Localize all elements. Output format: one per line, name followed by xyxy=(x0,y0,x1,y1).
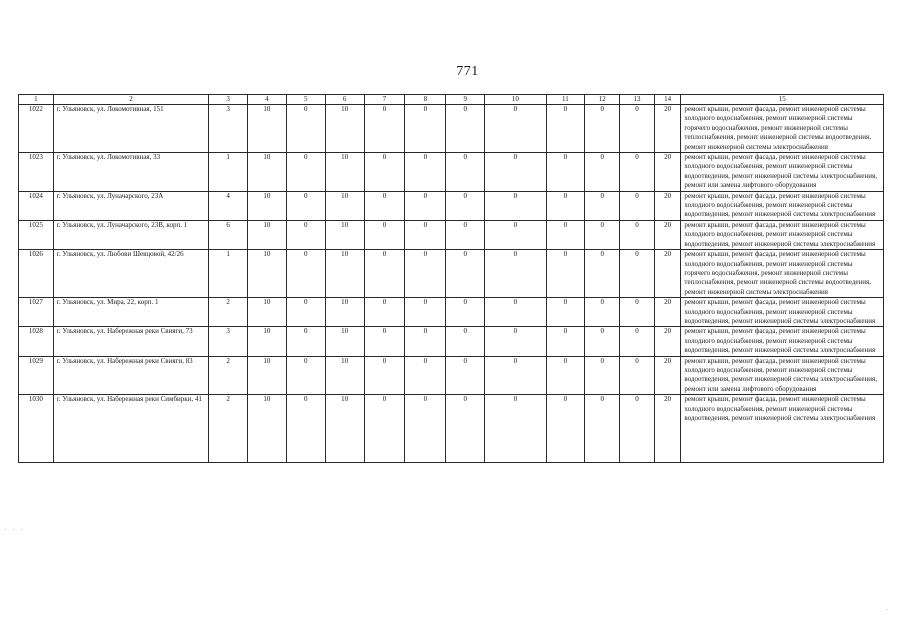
table-cell: 2 xyxy=(209,298,248,327)
table-cell: 0 xyxy=(620,191,655,220)
address-cell: г. Ульяновск, ул. Набережная реки Свияги, 83 xyxy=(53,356,208,395)
table-cell: 10 xyxy=(325,298,364,327)
table-cell: 0 xyxy=(405,220,446,249)
column-header: 14 xyxy=(654,95,681,105)
table-row xyxy=(19,356,884,395)
table-cell: 0 xyxy=(364,395,405,463)
address-cell: г. Ульяновск, ул. Локомотивная, 33 xyxy=(53,153,208,192)
table-cell: 1 xyxy=(209,250,248,298)
scan-artifact: · xyxy=(886,606,891,614)
address-cell: г. Ульяновск, ул. Луначарского, 23В, корп. 1 xyxy=(53,220,208,249)
table-cell: 0 xyxy=(286,250,325,298)
table-cell: 20 xyxy=(654,356,681,395)
table-cell: 0 xyxy=(485,153,546,192)
table-cell: 0 xyxy=(405,191,446,220)
table-cell: 0 xyxy=(286,298,325,327)
table-cell: 0 xyxy=(364,356,405,395)
table-cell: 0 xyxy=(485,191,546,220)
table-cell: 20 xyxy=(654,220,681,249)
page-number: 771 xyxy=(456,64,479,79)
repair-works-cell: ремонт крыши, ремонт фасада, ремонт инженерной системы холодного водоснабжения, ремонт инженерной системы водоотведения, ремонт инженерной системы электроснабжения xyxy=(681,220,884,249)
table-row xyxy=(19,220,884,249)
table-cell: 3 xyxy=(209,327,248,356)
table-cell: 0 xyxy=(620,298,655,327)
table-cell: 0 xyxy=(585,153,620,192)
table-cell: 0 xyxy=(620,250,655,298)
column-header: 5 xyxy=(286,95,325,105)
table-row xyxy=(19,395,884,463)
table-cell: 10 xyxy=(325,250,364,298)
table-cell: 0 xyxy=(286,395,325,463)
table-cell: 0 xyxy=(585,105,620,153)
table-cell: 10 xyxy=(248,191,287,220)
table-row xyxy=(19,191,884,220)
column-header: 13 xyxy=(620,95,655,105)
table-cell: 0 xyxy=(546,191,585,220)
column-header: 10 xyxy=(485,95,546,105)
table-cell: 0 xyxy=(585,298,620,327)
column-header: 6 xyxy=(325,95,364,105)
table-cell: 0 xyxy=(364,327,405,356)
repair-works-cell: ремонт крыши, ремонт фасада, ремонт инженерной системы холодного водоснабжения, ремонт инженерной системы водоотведения, ремонт инженерной системы электроснабжения xyxy=(681,395,884,463)
table-cell: 0 xyxy=(364,220,405,249)
scan-artifact: · · · xyxy=(4,526,25,534)
table-cell: 0 xyxy=(546,220,585,249)
row-number-cell: 1027 xyxy=(19,298,54,327)
column-header: 2 xyxy=(53,95,208,105)
table-cell: 10 xyxy=(325,191,364,220)
table-cell: 0 xyxy=(446,395,485,463)
table-cell: 0 xyxy=(405,298,446,327)
table-cell: 0 xyxy=(546,395,585,463)
table-cell: 2 xyxy=(209,395,248,463)
column-header: 9 xyxy=(446,95,485,105)
table-cell: 2 xyxy=(209,356,248,395)
table-cell: 0 xyxy=(546,250,585,298)
table-cell: 20 xyxy=(654,191,681,220)
column-header: 3 xyxy=(209,95,248,105)
address-cell: г. Ульяновск, ул. Набережная реки Симбирки, 41 xyxy=(53,395,208,463)
row-number-cell: 1030 xyxy=(19,395,54,463)
table-cell: 6 xyxy=(209,220,248,249)
repair-works-cell: ремонт крыши, ремонт фасада, ремонт инженерной системы холодного водоснабжения, ремонт инженерной системы водоотведения, ремонт инженерной системы электроснабжения, ремонт или замена лифтового оборудования xyxy=(681,153,884,192)
repair-works-cell: ремонт крыши, ремонт фасада, ремонт инженерной системы холодного водоснабжения, ремонт инженерной системы водоотведения, ремонт инженерной системы электроснабжения, ремонт или замена лифтового оборудования xyxy=(681,356,884,395)
table-cell: 0 xyxy=(446,105,485,153)
table-cell: 0 xyxy=(620,105,655,153)
table-cell: 0 xyxy=(446,327,485,356)
table-cell: 0 xyxy=(364,191,405,220)
repair-works-cell: ремонт крыши, ремонт фасада, ремонт инженерной системы холодного водоснабжения, ремонт инженерной системы водоотведения, ремонт инженерной системы электроснабжения xyxy=(681,191,884,220)
table-cell: 0 xyxy=(585,191,620,220)
table-cell: 10 xyxy=(248,298,287,327)
table-cell: 0 xyxy=(286,356,325,395)
table-cell: 0 xyxy=(620,327,655,356)
table-cell: 0 xyxy=(286,105,325,153)
table-cell: 0 xyxy=(485,105,546,153)
column-header: 12 xyxy=(585,95,620,105)
table-cell: 0 xyxy=(364,250,405,298)
table-cell: 0 xyxy=(620,395,655,463)
table-cell: 10 xyxy=(248,153,287,192)
row-number-cell: 1022 xyxy=(19,105,54,153)
table-cell: 0 xyxy=(446,220,485,249)
address-cell: г. Ульяновск, ул. Мира, 22, корп. 1 xyxy=(53,298,208,327)
table-cell: 20 xyxy=(654,395,681,463)
header-row xyxy=(19,95,884,105)
column-header: 15 xyxy=(681,95,884,105)
table-cell: 10 xyxy=(325,105,364,153)
table-cell: 10 xyxy=(325,356,364,395)
table-cell: 10 xyxy=(248,105,287,153)
table-cell: 10 xyxy=(248,327,287,356)
row-number-cell: 1028 xyxy=(19,327,54,356)
table-cell: 10 xyxy=(325,153,364,192)
row-number-cell: 1029 xyxy=(19,356,54,395)
table-cell: 10 xyxy=(248,395,287,463)
table-cell: 0 xyxy=(364,105,405,153)
repair-works-cell: ремонт крыши, ремонт фасада, ремонт инженерной системы холодного водоснабжения, ремонт инженерной системы водоотведения, ремонт инженерной системы электроснабжения xyxy=(681,298,884,327)
table-cell: 0 xyxy=(585,395,620,463)
repair-works-cell: ремонт крыши, ремонт фасада, ремонт инженерной системы холодного водоснабжения, ремонт инженерной системы водоотведения, ремонт инженерной системы электроснабжения xyxy=(681,327,884,356)
table-cell: 0 xyxy=(620,153,655,192)
table-row xyxy=(19,153,884,192)
table-cell: 0 xyxy=(286,327,325,356)
table-cell: 10 xyxy=(325,327,364,356)
address-cell: г. Ульяновск, ул. Набережная реки Свияги, 73 xyxy=(53,327,208,356)
table-row xyxy=(19,327,884,356)
table-cell: 4 xyxy=(209,191,248,220)
column-header: 7 xyxy=(364,95,405,105)
table-cell: 0 xyxy=(286,220,325,249)
repair-works-cell: ремонт крыши, ремонт фасада, ремонт инженерной системы холодного водоснабжения, ремонт инженерной системы горячего водоснабжения, ремонт инженерной системы теплоснабжения, ремонт инженерной системы водоотведения, ремонт инженерной системы электроснабжения xyxy=(681,250,884,298)
table-cell: 0 xyxy=(485,327,546,356)
column-header: 8 xyxy=(405,95,446,105)
table-cell: 0 xyxy=(546,356,585,395)
table-cell: 0 xyxy=(446,298,485,327)
table-cell: 0 xyxy=(585,220,620,249)
table-cell: 0 xyxy=(405,327,446,356)
row-number-cell: 1025 xyxy=(19,220,54,249)
table-cell: 0 xyxy=(286,153,325,192)
table-cell: 1 xyxy=(209,153,248,192)
table-cell: 0 xyxy=(405,153,446,192)
table-cell: 20 xyxy=(654,153,681,192)
table-cell: 0 xyxy=(446,153,485,192)
table-cell: 0 xyxy=(546,153,585,192)
table-cell: 0 xyxy=(485,250,546,298)
table-cell: 0 xyxy=(546,105,585,153)
table-cell: 20 xyxy=(654,298,681,327)
table-cell: 20 xyxy=(654,327,681,356)
table-cell: 0 xyxy=(620,356,655,395)
address-cell: г. Ульяновск, ул. Луначарского, 23А xyxy=(53,191,208,220)
table-row xyxy=(19,298,884,327)
table-cell: 20 xyxy=(654,105,681,153)
table-cell: 0 xyxy=(585,327,620,356)
table-cell: 0 xyxy=(485,220,546,249)
row-number-cell: 1026 xyxy=(19,250,54,298)
table-cell: 0 xyxy=(405,250,446,298)
table-cell: 0 xyxy=(485,395,546,463)
table-cell: 10 xyxy=(325,220,364,249)
housing-repair-table xyxy=(18,94,884,463)
table-cell: 0 xyxy=(405,356,446,395)
row-number-cell: 1023 xyxy=(19,153,54,192)
table-cell: 0 xyxy=(546,298,585,327)
table-cell: 0 xyxy=(405,105,446,153)
table-cell: 10 xyxy=(248,220,287,249)
table-cell: 0 xyxy=(546,327,585,356)
table-cell: 10 xyxy=(248,356,287,395)
table-cell: 0 xyxy=(405,395,446,463)
column-header: 11 xyxy=(546,95,585,105)
table-cell: 0 xyxy=(446,356,485,395)
table-cell: 0 xyxy=(620,220,655,249)
table-cell: 0 xyxy=(446,191,485,220)
table-cell: 0 xyxy=(485,356,546,395)
table-cell: 0 xyxy=(585,250,620,298)
table-row xyxy=(19,105,884,153)
table-cell: 0 xyxy=(446,250,485,298)
table-row xyxy=(19,250,884,298)
column-header: 1 xyxy=(19,95,54,105)
table-cell: 0 xyxy=(485,298,546,327)
row-number-cell: 1024 xyxy=(19,191,54,220)
table-cell: 0 xyxy=(364,298,405,327)
table-cell: 3 xyxy=(209,105,248,153)
table-cell: 0 xyxy=(585,356,620,395)
table-cell: 0 xyxy=(286,191,325,220)
table-cell: 0 xyxy=(364,153,405,192)
table-cell: 20 xyxy=(654,250,681,298)
table-cell: 10 xyxy=(248,250,287,298)
repair-works-cell: ремонт крыши, ремонт фасада, ремонт инженерной системы холодного водоснабжения, ремонт инженерной системы горячего водоснабжения, ремонт инженерной системы теплоснабжения, ремонт инженерной системы водоотведения, ремонт инженерной системы электроснабжения xyxy=(681,105,884,153)
address-cell: г. Ульяновск, ул. Локомотивная, 151 xyxy=(53,105,208,153)
column-header: 4 xyxy=(248,95,287,105)
table-cell: 10 xyxy=(325,395,364,463)
address-cell: г. Ульяновск, ул. Любови Шевцовой, 42/26 xyxy=(53,250,208,298)
